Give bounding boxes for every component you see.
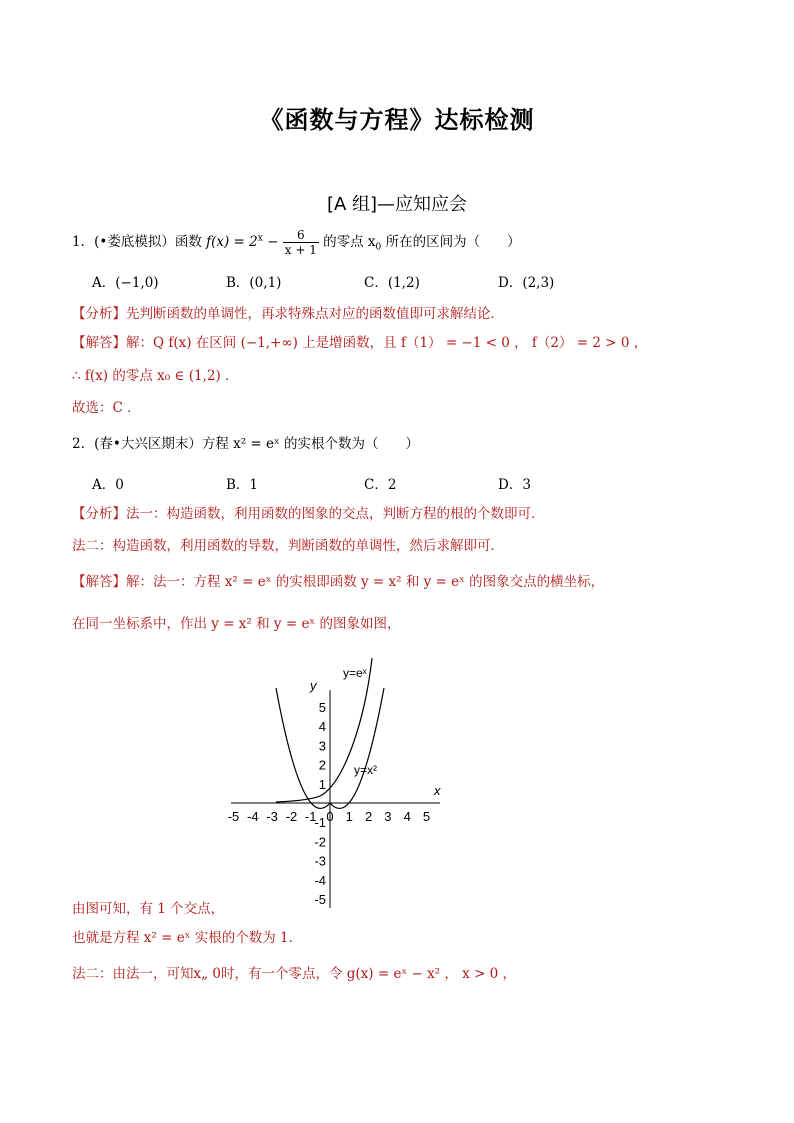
- x-tick-label: -4: [247, 809, 259, 824]
- q1-answer-line-2: ∴ f(x) 的零点 x₀ ∈ (1,2) ．: [72, 368, 239, 384]
- question-1-stem: [72, 228, 521, 258]
- q2-answer-line-4: 也就是方程 x² = eˣ 实根的个数为 1．: [72, 930, 303, 946]
- x-tick-label: -1: [304, 809, 317, 824]
- y-tick-label: 1: [318, 776, 326, 792]
- q2-analysis-line-2: 法二：构造函数，利用函数的导数，判断函数的单调性，然后求解即可．: [72, 538, 504, 554]
- page-title: 《函数与方程》达标检测: [259, 106, 535, 134]
- q1-analysis-tag: 【分析】: [72, 306, 126, 322]
- q1-answer-line-3: 故选：C ．: [72, 400, 141, 416]
- group-heading: [A 组]—应知应会: [326, 194, 468, 215]
- x-tick-label: 1: [345, 809, 353, 824]
- q2-option-d: D．3: [498, 477, 531, 493]
- q1-answer-tag: 【解答】: [72, 335, 126, 351]
- q1-frac-den: x + 1: [284, 243, 317, 257]
- x-axis-label: x: [434, 783, 441, 798]
- exp-curve-label: y=eˣ: [343, 666, 367, 680]
- q1-frac-num: 6: [283, 228, 319, 243]
- q1-option-c: C．(1,2): [364, 275, 420, 291]
- q1-suffix: 的零点 x: [318, 234, 376, 250]
- y-tick-label: -5: [314, 892, 326, 907]
- y-tick-label: 5: [318, 700, 326, 715]
- q1-option-b: B．(0,1): [226, 275, 282, 291]
- q2-answer-tag: 【解答】: [72, 574, 126, 590]
- q1-fraction: [283, 228, 319, 257]
- q2-answer-text-1: 解：法一：方程 x² = eˣ 的实根即函数 y = x² 和 y = eˣ 的图象交点的横坐标，: [126, 574, 605, 590]
- q2-option-b: B．1: [226, 477, 259, 493]
- x-tick-label: 4: [403, 809, 411, 824]
- q1-sub: 0: [375, 242, 382, 253]
- q2-option-a: A．0: [92, 477, 124, 493]
- y-tick-label: 4: [318, 719, 326, 735]
- q1-answer-text-1: 解：Q f(x) 在区间 (−1,+∞) 上是增函数，且 f（1） = −1 < 0 ， f（2） = 2 > 0 ，: [126, 335, 648, 351]
- q2-answer-line-2: 在同一坐标系中，作出 y = x² 和 y = eˣ 的图象如图，: [72, 616, 401, 632]
- q1-option-d: D．(2,3): [498, 275, 555, 291]
- x-tick-label: -2: [285, 809, 298, 824]
- q1-minus: −: [262, 234, 283, 250]
- q2-answer-line-1: [72, 572, 604, 592]
- q1-answer-line-1: [72, 333, 647, 353]
- y-tick-label: -3: [314, 853, 326, 869]
- q1-prefix: 1．(•娄底模拟）函数: [72, 234, 207, 250]
- y-axis-label: y: [310, 678, 317, 693]
- q2-answer-line-5: 法二：由法一，可知x„ 0时，有一个零点，令 g(x) = eˣ − x² ， x > 0 ，: [72, 966, 517, 982]
- q1-exp: x: [257, 233, 263, 244]
- q2-option-c: C．2: [364, 477, 397, 493]
- x-tick-label: -5: [227, 809, 240, 824]
- q1-analysis-text: 先判断函数的单调性，再求特殊点对应的函数值即可求解结论．: [126, 306, 504, 322]
- y-tick-label: -2: [314, 834, 326, 850]
- y-tick-label: -1: [314, 815, 326, 831]
- x-tick-label: 0: [326, 809, 334, 824]
- x-tick-label: 2: [364, 809, 373, 824]
- x-tick-label: 3: [384, 809, 392, 824]
- q1-option-a: A．(−1,0): [92, 275, 159, 291]
- function-graph: [220, 650, 450, 912]
- y-tick-label: -4: [314, 872, 326, 888]
- square-curve-label: y=x²: [354, 763, 378, 777]
- q2-answer-line-3: 由图可知，有 1 个交点，: [72, 901, 225, 917]
- y-tick-label: 3: [318, 738, 326, 754]
- q1-suffix2: 所在的区间为（ ）: [381, 234, 521, 250]
- q2-analysis-text-1: 法一：构造函数，利用函数的图象的交点，判断方程的根的个数即可．: [126, 506, 545, 522]
- q1-analysis: [72, 304, 504, 324]
- x-tick-label: -3: [266, 809, 278, 824]
- question-2-stem: 2．(春•大兴区期末）方程 x² = eˣ 的实根个数为（ ）: [72, 436, 420, 452]
- q2-analysis-line-1: [72, 504, 545, 524]
- y-tick-label: 2: [318, 757, 326, 773]
- q1-func: f(x) = 2: [206, 234, 258, 250]
- q2-analysis-tag: 【分析】: [72, 506, 126, 522]
- x-tick-label: 5: [422, 809, 431, 824]
